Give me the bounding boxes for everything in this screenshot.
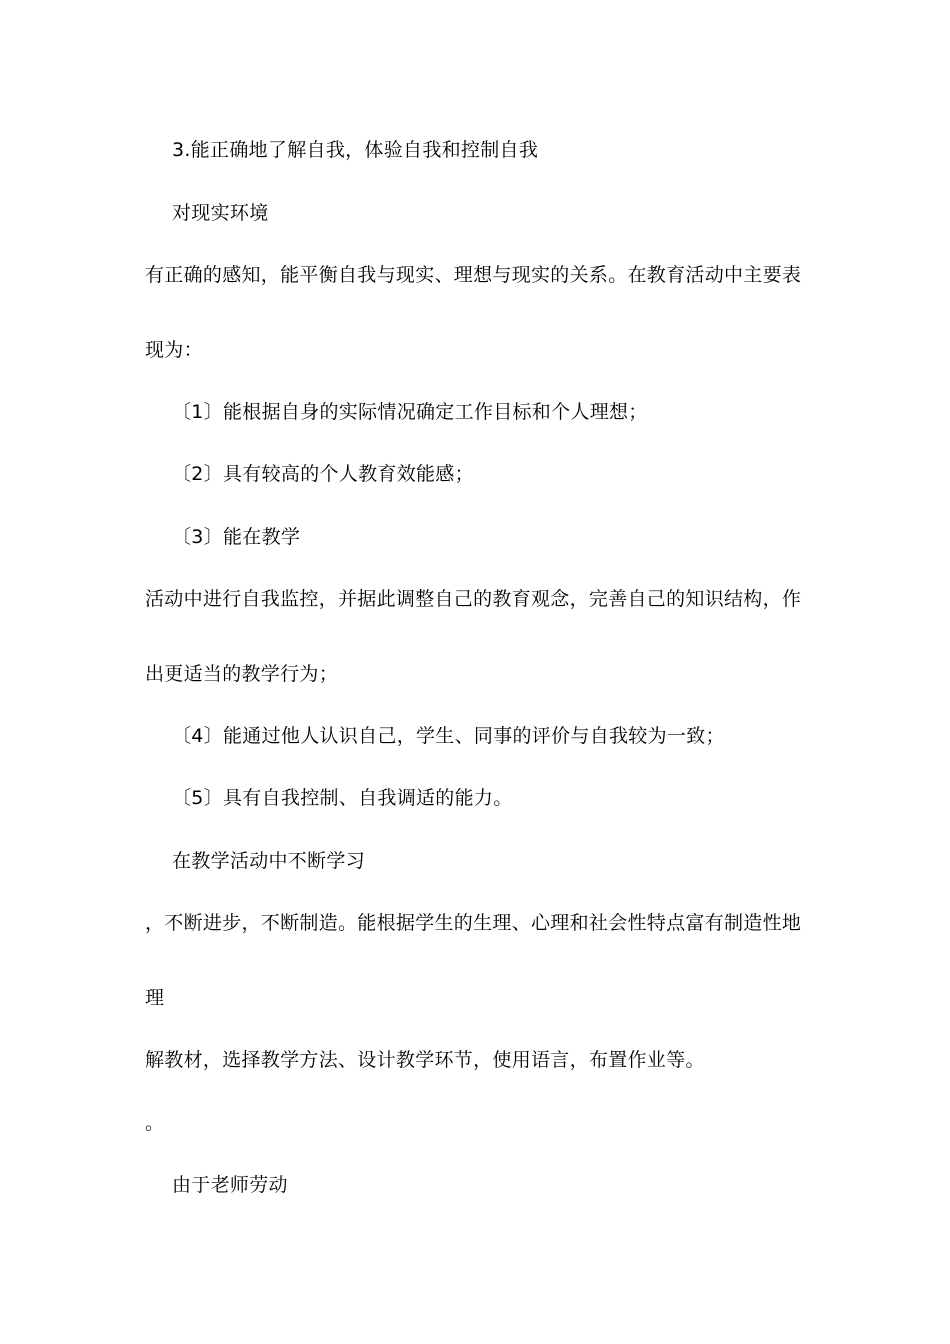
list-item-2: 〔2〕具有较高的个人教育效能感；: [172, 463, 474, 485]
paragraph-lead: 对现实环境: [172, 202, 269, 224]
paragraph-line: 解教材，选择教学方法、设计教学环节，使用语言，布置作业等。: [145, 1049, 705, 1071]
list-item-5: 〔5〕具有自我控制、自我调适的能力。: [172, 787, 513, 809]
paragraph-lead: 在教学活动中不断学习: [172, 850, 366, 872]
section-heading-3: 3.能正确地了解自我，体验自我和控制自我: [172, 139, 539, 161]
paragraph-line: 有正确的感知，能平衡自我与现实、理想与现实的关系。在教育活动中主要表: [145, 264, 802, 286]
paragraph-line: 。: [145, 1112, 165, 1134]
paragraph-lead: 由于老师劳动: [172, 1174, 288, 1196]
paragraph-line: 出更适当的教学行为；: [145, 663, 339, 685]
list-item-3: 〔3〕能在教学: [172, 526, 301, 548]
list-item-4: 〔4〕能通过他人认识自己，学生、同事的评价与自我较为一致；: [172, 725, 725, 747]
list-item-1: 〔1〕能根据自身的实际情况确定工作目标和个人理想；: [172, 401, 648, 423]
paragraph-line: 现为：: [145, 339, 203, 361]
paragraph-line: 活动中进行自我监控，并据此调整自己的教育观念，完善自己的知识结构，作: [145, 588, 802, 610]
paragraph-line: ，不断进步，不断制造。能根据学生的生理、心理和社会性特点富有制造性地: [145, 912, 802, 934]
paragraph-line: 理: [145, 987, 165, 1009]
